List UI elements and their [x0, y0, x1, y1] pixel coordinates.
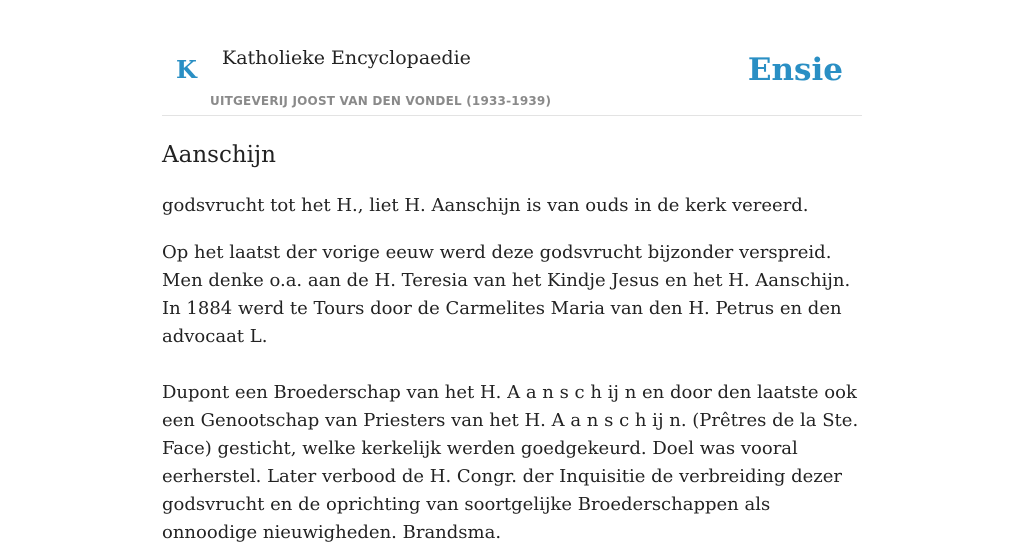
article-title: Aanschijn	[162, 142, 276, 168]
article-paragraph-2: Op het laatst der vorige eeuw werd deze godsvrucht bijzonder verspreid. Men denke o.a. aan de H. Teresia van het Kindje Jesus en het H. Aanschijn. In 1884 werd te Tours door de Carmelites Maria van den H. Petrus en den advocaat L.	[162, 242, 851, 347]
article-paragraph-3: Dupont een Broederschap van het H. A a n s c h ij n en door den laatste ook een Genootschap van Priesters van het H. A a n s c h ij n. (Prêtres de la Ste. Face) gesticht, welke kerkelijk werden goedgekeurd. Doel was vooral eerherstel. Later verbood de H. Congr. der Inquisitie de verbreiding dezer godsvrucht en de oprichting van soortgelijke Broederschappen als onnoodige nieuwigheden. Brandsma.	[162, 382, 859, 543]
article-paragraph-1: godsvrucht tot het H., liet H. Aanschijn is van ouds in de kerk vereerd.	[162, 195, 809, 216]
publication-title[interactable]: Katholieke Encyclopaedie	[222, 47, 471, 69]
publication-subtitle: UITGEVERIJ JOOST VAN DEN VONDEL (1933-1939)	[210, 94, 552, 108]
article	[162, 136, 862, 547]
site-header	[162, 0, 862, 116]
ensie-brand-logo[interactable]: Ensie	[747, 52, 843, 88]
encyclopedia-logo[interactable]: K	[176, 55, 197, 84]
